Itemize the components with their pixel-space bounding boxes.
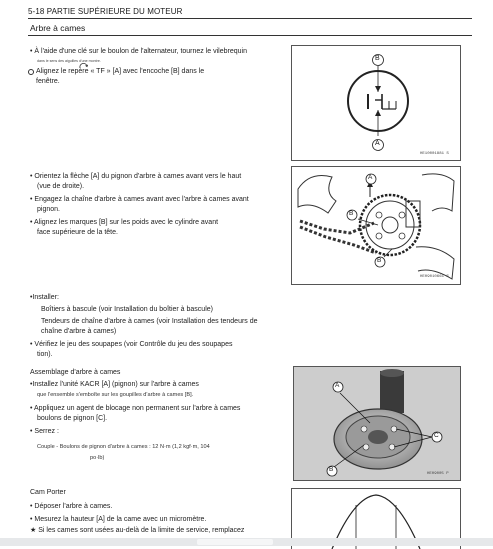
block2-line6: face supérieure de la tête.	[37, 229, 118, 236]
sprocket-chain-figure	[291, 166, 461, 285]
block4-heading: Assemblage d'arbre à cames	[30, 369, 121, 376]
block1-line3: fenêtre.	[36, 78, 60, 85]
fig2-label-b2: B	[377, 257, 382, 264]
kacr-photo	[293, 366, 461, 481]
block2-line1: • Orientez la flèche [A] du pignon d'arbre à cames avant vers le haut	[30, 173, 242, 180]
block5-heading: Cam Porter	[30, 489, 66, 496]
block5-line1: • Déposer l'arbre à cames.	[30, 503, 113, 510]
block5-line3: ★ Si les cames sont usées au-delà de la limite de service, remplacez	[30, 527, 245, 534]
block4-line5: • Serrez :	[30, 428, 59, 435]
block4-line2: que l'ensemble s'emboîte sur les goupilles d'arbre à cames [B].	[37, 392, 194, 398]
block3-line5: • Vérifiez le jeu des soupapes (voir Contrôle du jeu des soupapes	[30, 341, 233, 348]
tf-mark-figure	[291, 45, 461, 161]
fig2-code: HE09010661 S	[420, 275, 449, 279]
photo-code: HE09005 P	[427, 472, 449, 476]
page-header: 5-18 PARTIE SUPÉRIEURE DU MOTEUR	[28, 7, 183, 16]
step-circle-icon	[28, 69, 34, 75]
block3-line6: tion).	[37, 351, 53, 358]
block4-line7: po·lb)	[90, 455, 105, 461]
fig1-code: HE10001881 S	[420, 152, 449, 156]
section-title: Arbre à cames	[30, 23, 86, 33]
viewer-bottom-bar	[0, 538, 493, 546]
block2-line5: • Alignez les marques [B] sur les poids avec le cylindre avant	[30, 219, 219, 226]
block5-line2: • Mesurez la hauteur [A] de la came avec un micromètre.	[30, 516, 207, 523]
block3-line2: Boîtiers à bascule (voir Installation du boîtier à bascule)	[41, 306, 213, 313]
block3-line1: •Installer:	[30, 294, 59, 301]
block1-line1: • À l'aide d'une clé sur le boulon de l'alternateur, tournez le vilebrequin	[30, 48, 247, 55]
block2-line4: pignon.	[37, 206, 60, 213]
block4-line4: boulons de pignon [C].	[37, 415, 108, 422]
block4-line1: •Installez l'unité KACR [A] (pignon) sur l'arbre à cames	[30, 381, 199, 388]
fig1-label-b: B	[375, 55, 380, 62]
section-rule	[28, 35, 472, 36]
rotation-icon	[79, 56, 88, 63]
header-rule	[28, 18, 472, 19]
block1-line-tiny: dans le sens des aiguilles d'une montre.	[37, 59, 101, 63]
photo-label-a: A	[335, 382, 340, 389]
block4-line6: Couple - Boulons de pignon d'arbre à cames : 12 N·m (1,2 kgf·m, 104	[37, 444, 210, 450]
block3-line3: Tendeurs de chaîne d'arbre à cames (voir Installation des tendeurs de	[41, 318, 258, 325]
block3-line4: chaîne d'arbre à cames)	[41, 328, 117, 335]
block1-line2: Alignez le repère « TF » [A] avec l'encoche [B] dans le	[36, 68, 205, 75]
fig2-label-a: A	[368, 174, 373, 181]
photo-label-b: B	[329, 466, 334, 473]
fig1-label-a: A	[375, 140, 380, 147]
block4-line3: • Appliquez un agent de blocage non permanent sur l'arbre à cames	[30, 405, 241, 412]
block2-line2: (vue de droite).	[37, 183, 85, 190]
scrollbar-thumb[interactable]	[197, 539, 273, 545]
photo-label-c: C	[434, 432, 439, 439]
block2-line3: • Engagez la chaîne d'arbre à cames avant avec l'arbre à cames avant	[30, 196, 249, 203]
fig2-label-b1: B	[349, 210, 354, 217]
